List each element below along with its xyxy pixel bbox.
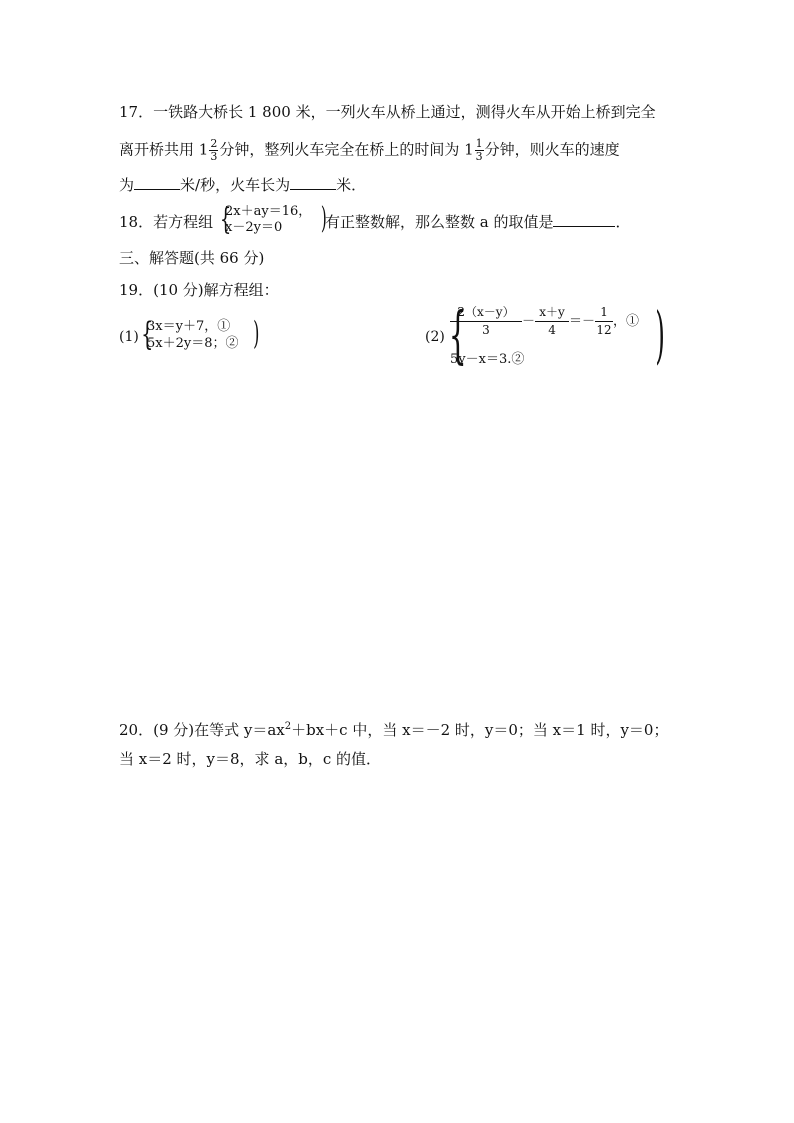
fraction-denominator: 3 — [475, 150, 483, 163]
q20-superscript: 2 — [284, 721, 292, 732]
q19-part1-equation-2: 5x＋2y＝8；② — [147, 336, 239, 351]
q17-text-3c: 米． — [336, 176, 367, 194]
section-title — [119, 248, 264, 268]
q18-suffix — [325, 212, 631, 232]
fraction-numerator: 1 — [595, 304, 613, 322]
right-paren-icon: ) — [253, 314, 260, 352]
q18-equation-2: x－2y＝0 — [225, 220, 283, 235]
q17-fraction-1 — [209, 138, 218, 163]
left-brace-icon: { — [141, 315, 154, 353]
left-brace-icon: { — [219, 202, 232, 237]
q18-system — [225, 204, 311, 236]
q17-text-2a: 离开桥共用 1 — [119, 140, 209, 159]
fraction-numerator: 2 — [210, 137, 218, 150]
q19-part2-equation-1 — [450, 304, 639, 339]
q17-fraction-2 — [475, 138, 484, 163]
q19-title-text: 19．(10 分)解方程组： — [119, 281, 279, 299]
minus-sign: － — [522, 314, 536, 329]
q19-part2-fraction-2 — [535, 304, 569, 339]
q19-part2-label: (2) — [425, 329, 445, 345]
q20-line-2 — [119, 749, 381, 769]
train-length-answer-blank[interactable] — [290, 175, 336, 190]
q18-end-text: ． — [615, 213, 631, 231]
q18-prefix — [119, 212, 213, 232]
fraction-numerator: 2（x－y） — [450, 304, 522, 322]
q17-text-2b: 分钟，整列火车完全在桥上的时间为 1 — [219, 140, 474, 159]
q19-part1-label: (1) — [119, 329, 139, 345]
q17-line-3 — [119, 175, 366, 195]
q17-line-1 — [119, 102, 656, 122]
equals-minus-sign: ＝－ — [569, 314, 596, 329]
q17-line-2 — [119, 138, 620, 163]
q19-part2-fraction-3 — [595, 304, 613, 339]
left-brace-icon: { — [448, 298, 467, 371]
fraction-denominator: 4 — [548, 323, 556, 337]
q18-equation-1: 2x＋ay＝16， — [225, 204, 312, 219]
q19-part1-equation-1: 3x＝y＋7，① — [147, 319, 231, 334]
fraction-denominator: 3 — [210, 150, 218, 163]
fraction-numerator: x＋y — [535, 304, 569, 322]
fraction-numerator: 1 — [475, 137, 483, 150]
right-paren-icon: ) — [320, 201, 327, 236]
q20-text-2: 当 x＝2 时，y＝8，求 a，b，c 的值． — [119, 750, 382, 768]
q17-text-1: 17．一铁路大桥长 1 800 米，一列火车从桥上通过，测得火车从开始上桥到完全 — [119, 103, 656, 121]
q19-part1-system — [147, 318, 239, 352]
a-value-answer-blank[interactable] — [553, 212, 615, 227]
speed-answer-blank[interactable] — [134, 175, 180, 190]
q19-title — [119, 280, 279, 300]
q19-part2-mark-1: ，① — [613, 314, 640, 329]
q19-part2-equation-2: 5y－x＝3.② — [450, 352, 525, 367]
q20-line-1 — [119, 717, 668, 740]
q17-text-2c: 分钟，则火车的速度 — [484, 140, 620, 159]
section-title-text: 三、解答题(共 66 分) — [119, 249, 265, 267]
fraction-denominator: 12 — [596, 323, 612, 337]
q20-text-1a: 20．(9 分)在等式 y＝ax — [119, 721, 285, 739]
fraction-denominator: 3 — [482, 323, 490, 337]
right-paren-icon: ) — [655, 298, 665, 371]
q18-prefix-text: 18．若方程组 — [119, 213, 214, 231]
q20-text-1b: ＋bx＋c 中，当 x＝－2 时，y＝0；当 x＝1 时，y＝0； — [291, 721, 669, 739]
q18-suffix-text: 有正整数解，那么整数 a 的取值是 — [325, 213, 554, 231]
q19-part2-fraction-1 — [450, 304, 522, 339]
q17-text-3a: 为 — [119, 176, 135, 194]
q17-text-3b: 米/秒，火车长为 — [180, 176, 291, 194]
